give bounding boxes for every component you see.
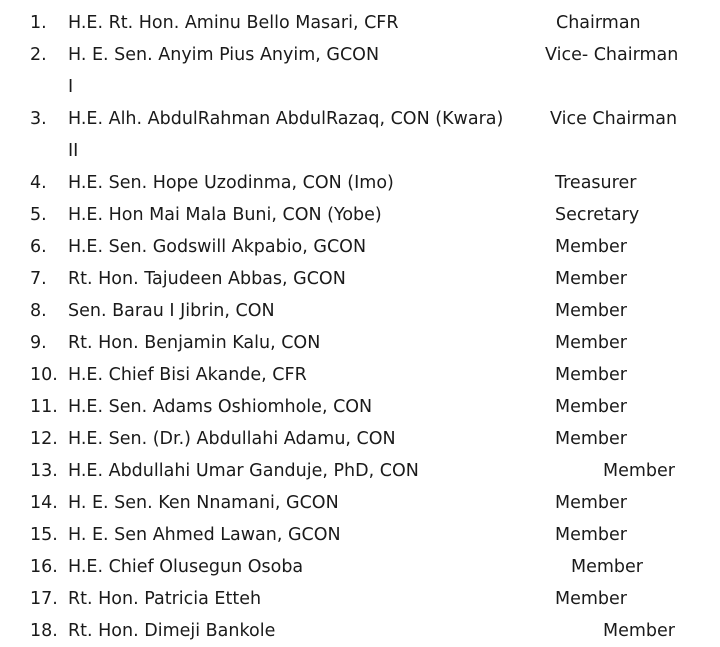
list-item (0, 391, 720, 423)
member-name: H.E. Sen. Adams Oshiomhole, CON (68, 397, 373, 417)
member-name: H.E. Alh. AbdulRahman AbdulRazaq, CON (Kwara) (68, 109, 504, 129)
list-item (0, 327, 720, 359)
item-number: 14. (30, 493, 58, 513)
member-name: H. E. Sen. Anyim Pius Anyim, GCON (68, 45, 380, 65)
item-number: 15. (30, 525, 58, 545)
list-item (0, 423, 720, 455)
member-name: Rt. Hon. Patricia Etteh (68, 589, 262, 609)
member-role: Treasurer (555, 173, 637, 193)
item-number: 16. (30, 557, 58, 577)
member-role: Secretary (555, 205, 640, 225)
item-number: 17. (30, 589, 58, 609)
member-name: Rt. Hon. Tajudeen Abbas, GCON (68, 269, 346, 289)
member-role: Member (555, 333, 627, 353)
member-name: H. E. Sen. Ken Nnamani, GCON (68, 493, 339, 513)
list-item-continuation (0, 71, 720, 103)
list-item (0, 359, 720, 391)
item-number: 1. (30, 13, 47, 33)
role-continuation: II (68, 141, 79, 161)
list-item (0, 487, 720, 519)
member-name: H.E. Sen. Hope Uzodinma, CON (Imo) (68, 173, 394, 193)
member-name: H.E. Chief Olusegun Osoba (68, 557, 304, 577)
member-role: Vice- Chairman (545, 45, 679, 65)
member-role: Member (555, 525, 627, 545)
item-number: 13. (30, 461, 58, 481)
member-name: H.E. Chief Bisi Akande, CFR (68, 365, 307, 385)
list-item (0, 263, 720, 295)
member-name: H.E. Sen. Godswill Akpabio, GCON (68, 237, 367, 257)
member-name: H. E. Sen Ahmed Lawan, GCON (68, 525, 341, 545)
member-name: Sen. Barau I Jibrin, CON (68, 301, 275, 321)
item-number: 11. (30, 397, 58, 417)
member-role: Member (555, 301, 627, 321)
list-item (0, 455, 720, 487)
item-number: 3. (30, 109, 47, 129)
list-item (0, 519, 720, 551)
list-item (0, 231, 720, 263)
list-item (0, 39, 720, 71)
list-item (0, 615, 720, 647)
list-item (0, 199, 720, 231)
list-item (0, 583, 720, 615)
member-role: Chairman (556, 13, 641, 33)
member-name: Rt. Hon. Dimeji Bankole (68, 621, 276, 641)
item-number: 10. (30, 365, 58, 385)
item-number: 5. (30, 205, 47, 225)
member-name: H.E. Sen. (Dr.) Abdullahi Adamu, CON (68, 429, 396, 449)
list-item (0, 295, 720, 327)
member-role: Member (603, 621, 675, 641)
item-number: 12. (30, 429, 58, 449)
member-role: Member (571, 557, 643, 577)
list-item (0, 551, 720, 583)
member-name: H.E. Abdullahi Umar Ganduje, PhD, CON (68, 461, 419, 481)
member-role: Member (603, 461, 675, 481)
member-role: Member (555, 493, 627, 513)
list-item (0, 167, 720, 199)
member-role: Member (555, 397, 627, 417)
member-role: Member (555, 365, 627, 385)
item-number: 7. (30, 269, 47, 289)
list-item-continuation (0, 135, 720, 167)
member-role: Member (555, 269, 627, 289)
member-name: H.E. Rt. Hon. Aminu Bello Masari, CFR (68, 13, 399, 33)
member-name: Rt. Hon. Benjamin Kalu, CON (68, 333, 321, 353)
list-item (0, 7, 720, 39)
member-role: Member (555, 589, 627, 609)
committee-member-list (0, 7, 720, 647)
list-item (0, 103, 720, 135)
member-role: Member (555, 429, 627, 449)
member-role: Vice Chairman (550, 109, 678, 129)
role-continuation: I (68, 77, 74, 97)
item-number: 4. (30, 173, 47, 193)
item-number: 18. (30, 621, 58, 641)
member-name: H.E. Hon Mai Mala Buni, CON (Yobe) (68, 205, 382, 225)
item-number: 9. (30, 333, 47, 353)
member-role: Member (555, 237, 627, 257)
item-number: 6. (30, 237, 47, 257)
item-number: 8. (30, 301, 47, 321)
item-number: 2. (30, 45, 47, 65)
